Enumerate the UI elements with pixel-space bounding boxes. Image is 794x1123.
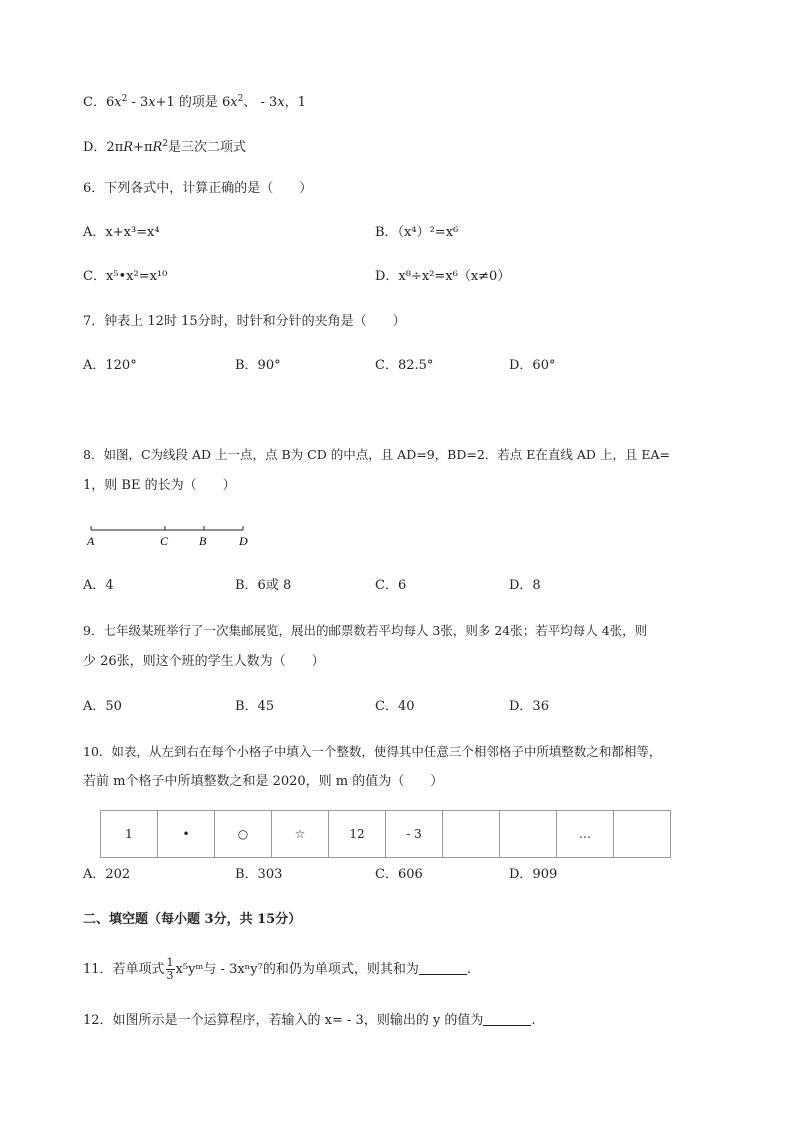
grid-cell: … [557,811,614,858]
q9-option-a: A．50 [83,699,122,714]
q8-option-b: B．6或 8 [235,578,292,593]
table-row [101,811,671,858]
q6-stem: 6．下列各式中，计算正确的是（ ） [83,181,313,196]
q9-stem-line2: 少 26张，则这个班的学生人数为（ ） [83,654,325,669]
q11-stem: 11．若单项式 $\frac{1}{3}$ x⁵yᵐ与 - 3xⁿy⁷的和仍为单项式，则其和为 . [83,956,471,982]
label-b: B [199,534,207,548]
grid-cell [614,811,671,858]
q5-option-d: D．$2\pi R+\pi R^2$是三次二项式 [83,139,247,155]
q10-option-c: C．606 [375,867,423,882]
grid-cell: 12 [329,811,386,858]
q12-stem: 12．如图所示是一个运算程序，若输入的 x= - 3，则输出的 y 的值为 . [83,1013,536,1028]
grid-cell [443,811,500,858]
answer-blank[interactable] [483,1013,531,1026]
label-a: A [87,534,95,548]
label-c: C [160,534,169,548]
q8-stem-line1: 8．如图，C为线段 AD 上一点，点 B为 CD 的中点，且 AD=9，BD=2．若点 E在直线 AD 上，且 EA= [83,447,670,462]
q10-stem-line1: 10．如表，从左到右在每个小格子中填入一个整数，使得其中任意三个相邻格子中所填整数之和都相等， [83,744,662,759]
q6-option-c: C．x⁵•x²=x¹⁰ [83,269,168,284]
fraction: $\frac{1}{3}$ [166,956,174,982]
grid-cell: • [158,811,215,858]
q10-option-b: B．303 [235,867,283,882]
grid-cell [500,811,557,858]
q9-option-c: C．40 [375,699,415,714]
q10-option-d: D．909 [509,867,558,882]
answer-blank[interactable] [419,962,467,975]
q8-option-a: A．4 [83,578,114,593]
q8-option-d: D．8 [509,578,541,593]
q7-option-a: A．120° [83,358,137,373]
q7-option-c: C．82.5° [375,358,434,373]
q7-stem: 7．钟表上 12时 15分时，时针和分针的夹角是（ ） [83,314,406,329]
q9-option-d: D．36 [509,699,549,714]
q9-option-b: B．45 [235,699,275,714]
section-heading: 二、填空题（每小题 3分，共 15分） [83,912,302,927]
q9-stem-line1: 9．七年级某班举行了一次集邮展览，展出的邮票数若平均每人 3张，则多 24张；若平均每人 4张，则 [83,623,648,638]
q6-option-a: A．x+x³=x⁴ [83,225,160,240]
segment-diagram [84,524,256,550]
q6-option-b: B．（x⁴）²=x⁶ [375,225,459,240]
q5-option-c: C．$6x^2 - 3x+1$ 的项是 $6x^2$、 - 3x，1 [83,94,306,110]
label-d: D [239,534,248,548]
q6-option-d: D．x⁸÷x²=x⁶（x≠0） [375,269,511,284]
number-grid-table [100,810,671,858]
q8-stem-line2: 1，则 BE 的长为（ ） [83,478,236,493]
grid-cell: ○ [215,811,272,858]
q8-option-c: C．6 [375,578,407,593]
q7-option-b: B．90° [235,358,281,373]
q10-stem-line2: 若前 m个格子中所填整数之和是 2020，则 m 的值为（ ） [83,774,444,789]
grid-cell: - 3 [386,811,443,858]
q10-option-a: A．202 [83,867,131,882]
grid-cell: 1 [101,811,158,858]
grid-cell: ☆ [272,811,329,858]
q7-option-d: D．60° [509,358,556,373]
